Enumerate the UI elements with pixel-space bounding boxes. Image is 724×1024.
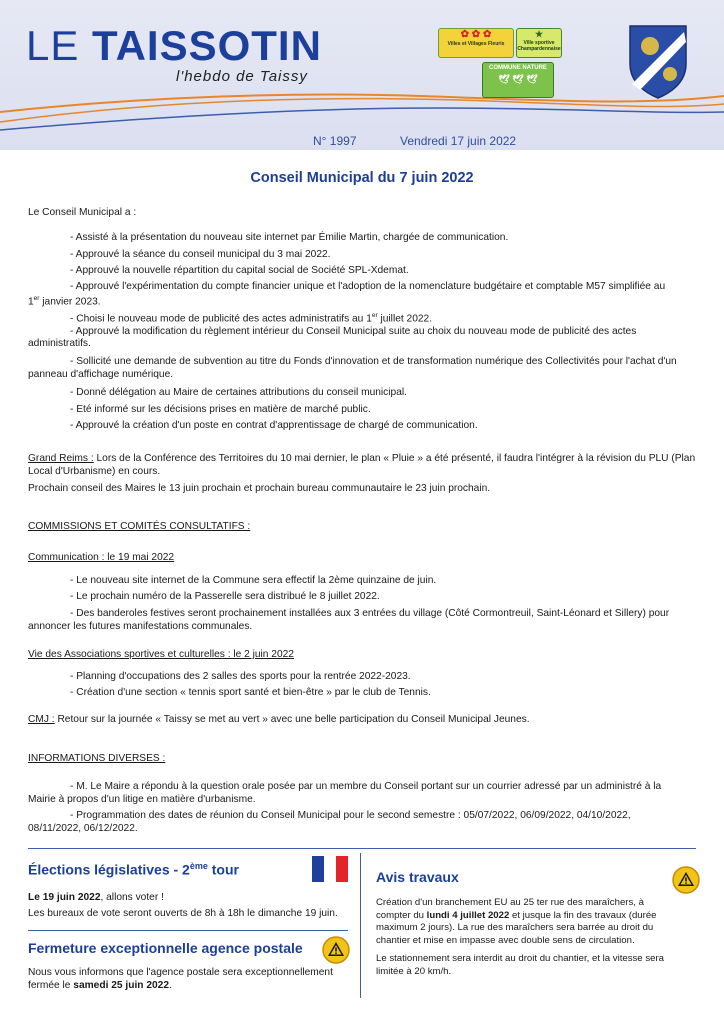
infos-item-continuation: Mairie à propos d'un litige en matière d'urbanisme.	[28, 794, 256, 805]
communication-item: - Le nouveau site internet de la Commune sera effectif la 2ème quinzaine de juin.	[70, 575, 437, 586]
council-item-continuation: administratifs.	[28, 338, 91, 349]
infos-item: - Programmation des dates de réunion du Conseil Municipal pour le second semestre : 05/07/2022, 06/09/2022, 04/10/2022,	[70, 810, 631, 821]
tagline: l'hebdo de Taissy	[176, 68, 308, 85]
commissions-heading: COMMISSIONS ET COMITÉS CONSULTATIFS :	[28, 521, 251, 532]
infos-item-continuation: 08/11/2022, 06/12/2022.	[28, 823, 138, 834]
elections-hours: Les bureaux de vote seront ouverts de 8h à 18h le dimanche 19 juin.	[28, 908, 338, 919]
council-item-continuation	[28, 293, 101, 309]
elections-date	[28, 892, 164, 905]
cmj-text: Retour sur la journée « Taissy se met au vert » avec une belle participation du Conseil Municipal Jeunes.	[54, 714, 530, 725]
post-office-text-a: fermée le	[28, 980, 74, 991]
logo-le: LE	[26, 22, 80, 69]
council-item: - Assisté à la présentation du nouveau site internet par Émilie Martin, chargée de communication.	[70, 232, 509, 243]
villes-fleuris-badge: ✿ ✿ ✿ Villes et Villages Fleuris	[438, 28, 514, 58]
section-divider	[28, 848, 696, 849]
council-item: - Eté informé sur les décisions prises en matière de marché public.	[70, 404, 371, 415]
associations-label: Vie des Associations sportives et culturelles : le 2 juin 2022	[28, 649, 294, 660]
grand-reims-text: Local d'Urbanisme) en cours.	[28, 466, 161, 477]
french-flag-icon	[312, 856, 348, 882]
coat-of-arms-icon	[628, 24, 688, 100]
commune-nature-badge: COMMUNE NATURE 🕊 🕊 🕊	[482, 62, 554, 98]
warning-icon	[322, 936, 350, 964]
council-item-text: - Choisi le nouveau mode de publicité des actes administratifs au	[70, 313, 364, 325]
council-item: - Approuvé la modification du règlement intérieur du Conseil Municipal suite au choix du nouveau mode de publicité des actes	[70, 326, 637, 337]
logo-name: TAISSOTIN	[92, 22, 322, 69]
works-text: Le stationnement sera interdit au droit du chantier, et la vitesse sera	[376, 953, 664, 964]
council-item-text: janvier 2023.	[42, 296, 101, 308]
works-text: chantier et mise en impasse avec double sens de circulation.	[376, 935, 635, 946]
infos-heading: INFORMATIONS DIVERSES :	[28, 753, 166, 764]
elections-title-end: tour	[207, 861, 239, 878]
post-office-date: samedi 25 juin 2022	[73, 980, 169, 991]
council-item	[70, 310, 432, 326]
post-office-text: Nous vous informons que l'agence postale sera exceptionnellement	[28, 967, 333, 978]
issue-number: N° 1997	[313, 134, 357, 148]
elections-title-text: Élections législatives - 2	[28, 861, 190, 878]
logo	[26, 22, 322, 70]
communication-item: - Le prochain numéro de la Passerelle sera distribué le 8 juillet 2022.	[70, 591, 380, 602]
council-item: - Approuvé la création d'un poste en contrat d'apprentissage de chargé de communication.	[70, 420, 478, 431]
elections-title-sup: ème	[189, 861, 208, 871]
cmj-paragraph	[28, 714, 530, 727]
grand-reims-text: Lors de la Conférence des Territoires du 10 mai dernier, le plan « Pluie » a été présenté, il faudra l'intégrer à la révision du PLU (Plan	[93, 453, 696, 464]
works-title: Avis travaux	[376, 869, 459, 885]
badge-label: Villes et Villages Fleuris	[447, 41, 505, 47]
council-item: - Approuvé la séance du conseil municipal du 3 mai 2022.	[70, 249, 331, 260]
associations-item: - Création d'une section « tennis sport santé et bien-être » par le club de Tennis.	[70, 687, 431, 698]
cmj-label: CMJ :	[28, 714, 55, 725]
elections-date-rest: , allons voter !	[100, 892, 164, 903]
box-divider	[28, 930, 348, 931]
infos-item: - M. Le Maire a répondu à la question orale posée par un membre du Conseil portant sur un courrier adressé par un administré à la	[70, 781, 662, 792]
works-text: Création d'un branchement EU au 25 ter rue des maraîchers, à	[376, 897, 644, 908]
grand-reims-text: Prochain conseil des Maires le 13 juin prochain et prochain bureau communautaire le 23 juin prochain.	[28, 483, 491, 494]
council-item: - Approuvé l'expérimentation du compte financier unique et l'adoption de la nomenclature budgétaire et comptable M57 simplifiée au	[70, 281, 666, 292]
ordinal-number: 1	[366, 313, 372, 325]
column-divider	[360, 853, 361, 998]
associations-item: - Planning d'occupations des 2 salles des sports pour la rentrée 2022-2023.	[70, 671, 411, 682]
grand-reims-paragraph	[28, 453, 695, 466]
council-item: - Donné délégation au Maire de certaines attributions du conseil municipal.	[70, 387, 407, 398]
works-text-b: et jusque la fin des travaux (durée	[509, 910, 657, 921]
elections-title	[28, 861, 239, 878]
post-office-text	[28, 980, 172, 993]
works-text: maximum 2 jours). La rue des maraîchers sera barrée au droit du	[376, 922, 654, 933]
warning-icon	[672, 866, 700, 894]
elections-date-bold: Le 19 juin 2022	[28, 892, 101, 903]
communication-label: Communication : le 19 mai 2022	[28, 552, 175, 563]
council-item: - Sollicité une demande de subvention au titre du Fonds d'innovation et de transformation numérique des Collectivités pour l'achat d'un	[70, 356, 677, 367]
intro-text: Le Conseil Municipal a :	[28, 207, 137, 218]
post-office-title: Fermeture exceptionnelle agence postale	[28, 940, 303, 956]
ordinal-suffix: er	[33, 295, 40, 302]
post-office-text-b: .	[169, 980, 172, 991]
works-text: limitée à 20 km/h.	[376, 966, 452, 977]
masthead	[0, 0, 724, 150]
ordinal-number: 1	[28, 296, 34, 308]
grand-reims-label: Grand Reims :	[28, 453, 94, 464]
works-text-a: compter du	[376, 910, 427, 921]
issue-date: Vendredi 17 juin 2022	[400, 134, 517, 148]
communication-item: - Des banderoles festives seront prochainement installées aux 3 entrées du village (Côté Cormontreuil, Saint-Léonard et Sillery) pour	[70, 608, 670, 619]
badge-label: COMMUNE NATURE	[489, 65, 547, 71]
council-item-continuation: panneau d'affichage numérique.	[28, 369, 174, 380]
badge-label: Ville sportive Champardennaise	[517, 40, 561, 52]
council-item: - Approuvé la nouvelle répartition du capital social de Société SPL-Xdemat.	[70, 265, 409, 276]
council-item-text: juillet 2022.	[380, 313, 433, 325]
article-title: Conseil Municipal du 7 juin 2022	[250, 170, 474, 186]
works-date: lundi 4 juillet 2022	[426, 910, 510, 921]
communication-item-continuation: annoncer les futures manifestations communales.	[28, 621, 253, 632]
works-text	[376, 910, 657, 923]
ordinal-suffix: er	[371, 312, 378, 319]
ville-sportive-badge: ★ Ville sportive Champardennaise	[516, 28, 562, 58]
